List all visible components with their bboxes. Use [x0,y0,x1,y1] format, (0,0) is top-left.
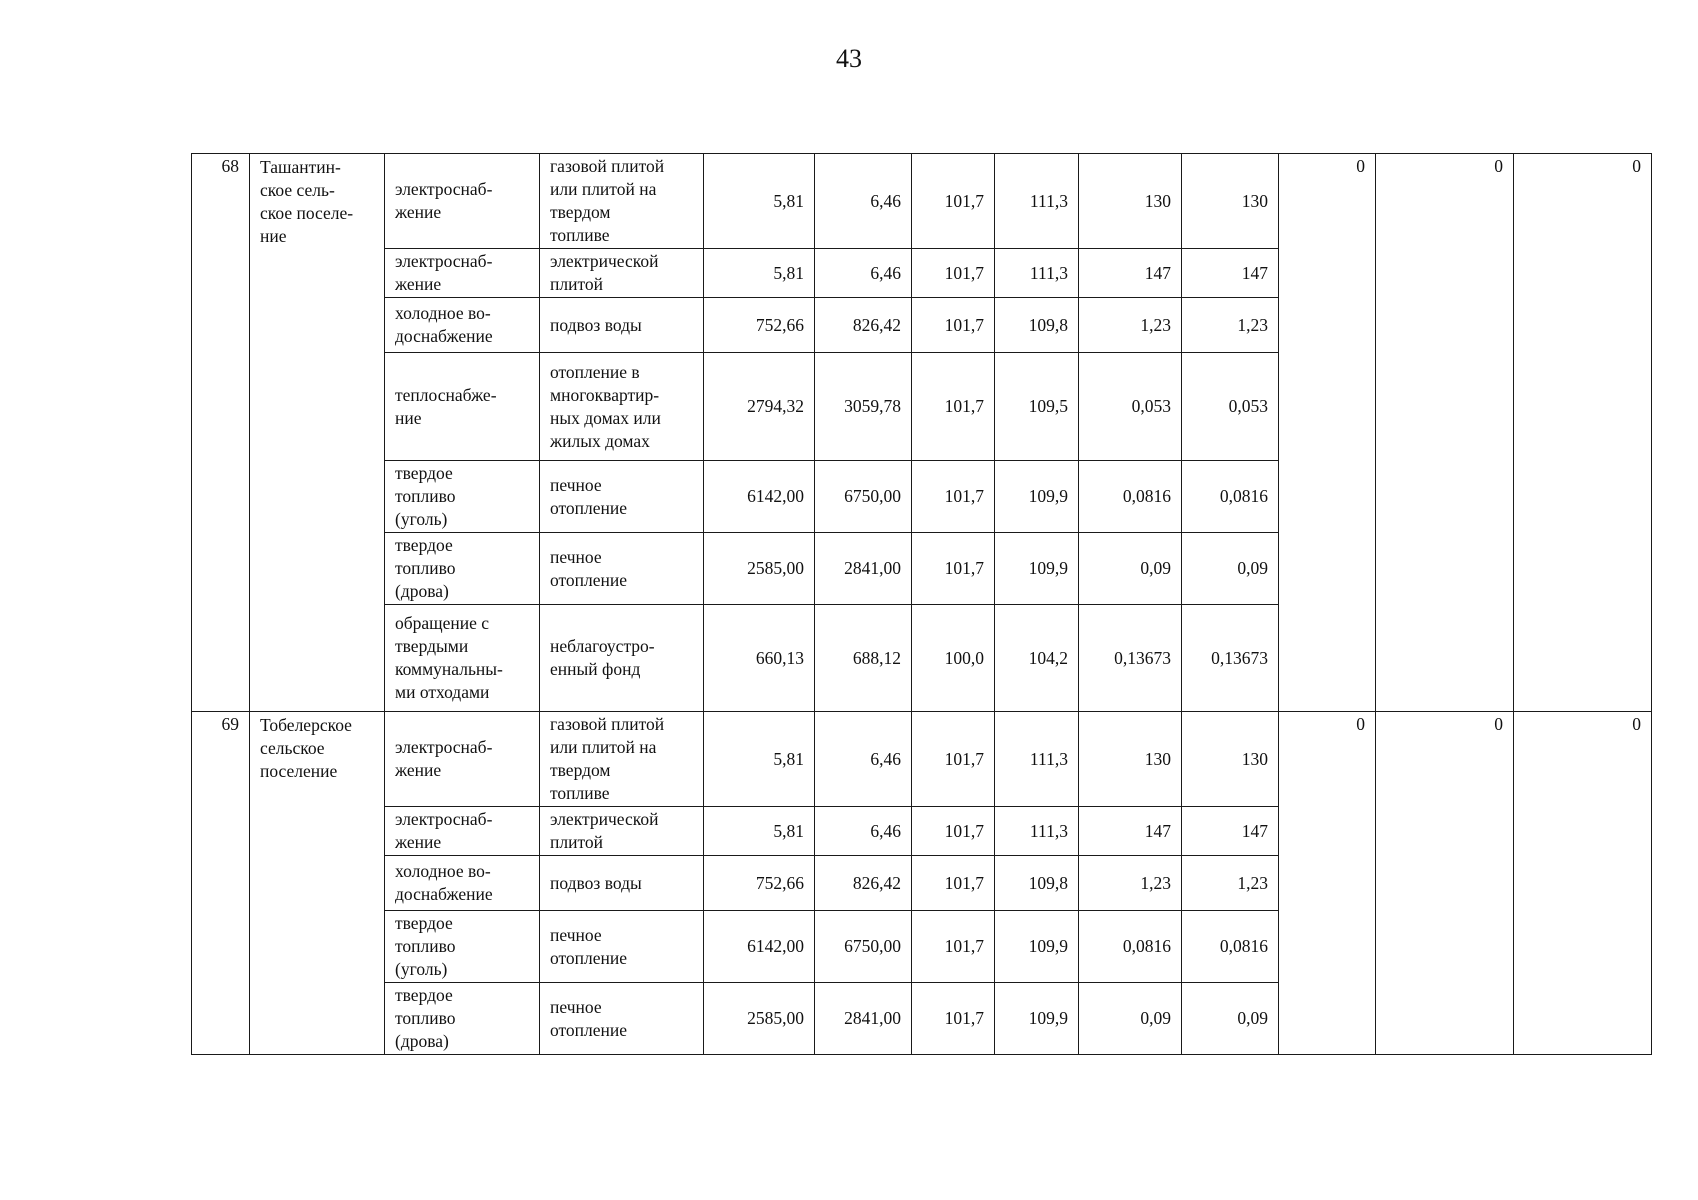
index-2-cell: 109,9 [995,461,1079,533]
index-2-cell: 109,8 [995,298,1079,353]
consumption-type-cell: подвоз воды [540,298,704,353]
tariff-new-cell: 6,46 [815,807,912,856]
norm-1-cell: 0,13673 [1079,605,1182,712]
table-row [192,154,1652,249]
index-2-cell: 104,2 [995,605,1079,712]
index-1-cell: 101,7 [912,249,995,298]
service-cell: теплоснабже- ние [385,353,540,461]
tariff-prev-cell: 752,66 [704,298,815,353]
tariff-new-cell: 826,42 [815,856,912,911]
index-1-cell: 101,7 [912,298,995,353]
service-cell: твердое топливо (уголь) [385,461,540,533]
consumption-type-cell: печное отопление [540,461,704,533]
index-1-cell: 101,7 [912,983,995,1055]
norm-2-cell: 0,0816 [1182,461,1279,533]
norm-1-cell: 0,0816 [1079,461,1182,533]
index-2-cell: 111,3 [995,807,1079,856]
norm-1-cell: 130 [1079,154,1182,249]
consumption-type-cell: электрической плитой [540,249,704,298]
tariff-prev-cell: 6142,00 [704,461,815,533]
norm-1-cell: 147 [1079,807,1182,856]
service-cell: электроснаб- жение [385,807,540,856]
service-cell: электроснаб- жение [385,154,540,249]
index-1-cell: 101,7 [912,533,995,605]
tariff-new-cell: 826,42 [815,298,912,353]
consumption-type-cell: газовой плитой или плитой на твердом топливе [540,154,704,249]
index-2-cell: 109,9 [995,533,1079,605]
settlement-name-cell: Тобелерское сельское поселение [250,712,385,1055]
consumption-type-cell: газовой плитой или плитой на твердом топливе [540,712,704,807]
index-1-cell: 100,0 [912,605,995,712]
norm-1-cell: 1,23 [1079,298,1182,353]
tariff-new-cell: 6,46 [815,154,912,249]
norm-2-cell: 0,09 [1182,983,1279,1055]
index-2-cell: 111,3 [995,154,1079,249]
index-2-cell: 111,3 [995,712,1079,807]
norm-2-cell: 130 [1182,712,1279,807]
tariff-prev-cell: 5,81 [704,712,815,807]
service-cell: электроснаб- жение [385,249,540,298]
index-1-cell: 101,7 [912,807,995,856]
consumption-type-cell: электрической плитой [540,807,704,856]
table-row [192,712,1652,807]
service-cell: холодное во- доснабжение [385,856,540,911]
settlement-name-cell: Ташантин- ское сель- ское поселе- ние [250,154,385,712]
extra-3-cell: 0 [1514,712,1652,1055]
extra-2-cell: 0 [1376,154,1514,712]
norm-2-cell: 1,23 [1182,298,1279,353]
tariff-prev-cell: 2794,32 [704,353,815,461]
extra-3-cell: 0 [1514,154,1652,712]
tariff-prev-cell: 6142,00 [704,911,815,983]
page-number: 43 [836,44,862,73]
service-cell: обращение с твердыми коммунальны- ми отходами [385,605,540,712]
service-cell: твердое топливо (дрова) [385,533,540,605]
index-1-cell: 101,7 [912,856,995,911]
tariff-new-cell: 6750,00 [815,461,912,533]
tariff-new-cell: 6750,00 [815,911,912,983]
tariff-table [191,153,1652,1055]
tariff-prev-cell: 660,13 [704,605,815,712]
tariff-new-cell: 3059,78 [815,353,912,461]
index-1-cell: 101,7 [912,911,995,983]
settlement-index-cell: 68 [192,154,250,712]
index-2-cell: 109,8 [995,856,1079,911]
tariff-prev-cell: 5,81 [704,249,815,298]
service-cell: холодное во- доснабжение [385,298,540,353]
norm-2-cell: 147 [1182,807,1279,856]
extra-1-cell: 0 [1279,154,1376,712]
service-cell: твердое топливо (уголь) [385,911,540,983]
consumption-type-cell: отопление в многоквартир- ных домах или жилых домах [540,353,704,461]
index-2-cell: 109,9 [995,983,1079,1055]
tariff-prev-cell: 2585,00 [704,533,815,605]
index-1-cell: 101,7 [912,461,995,533]
norm-1-cell: 0,0816 [1079,911,1182,983]
norm-2-cell: 0,0816 [1182,911,1279,983]
settlement-index-cell: 69 [192,712,250,1055]
extra-1-cell: 0 [1279,712,1376,1055]
norm-2-cell: 0,053 [1182,353,1279,461]
service-cell: твердое топливо (дрова) [385,983,540,1055]
tariff-new-cell: 2841,00 [815,983,912,1055]
tariff-new-cell: 2841,00 [815,533,912,605]
norm-1-cell: 1,23 [1079,856,1182,911]
consumption-type-cell: подвоз воды [540,856,704,911]
norm-2-cell: 130 [1182,154,1279,249]
index-1-cell: 101,7 [912,353,995,461]
norm-2-cell: 147 [1182,249,1279,298]
consumption-type-cell: печное отопление [540,533,704,605]
service-cell: электроснаб- жение [385,712,540,807]
norm-2-cell: 1,23 [1182,856,1279,911]
norm-1-cell: 130 [1079,712,1182,807]
tariff-new-cell: 688,12 [815,605,912,712]
tariff-prev-cell: 752,66 [704,856,815,911]
tariff-prev-cell: 5,81 [704,154,815,249]
tariff-new-cell: 6,46 [815,249,912,298]
norm-1-cell: 0,09 [1079,533,1182,605]
index-1-cell: 101,7 [912,712,995,807]
index-1-cell: 101,7 [912,154,995,249]
index-2-cell: 111,3 [995,249,1079,298]
norm-1-cell: 147 [1079,249,1182,298]
norm-1-cell: 0,053 [1079,353,1182,461]
tariff-new-cell: 6,46 [815,712,912,807]
index-2-cell: 109,9 [995,911,1079,983]
norm-2-cell: 0,13673 [1182,605,1279,712]
tariff-prev-cell: 5,81 [704,807,815,856]
norm-2-cell: 0,09 [1182,533,1279,605]
consumption-type-cell: печное отопление [540,983,704,1055]
norm-1-cell: 0,09 [1079,983,1182,1055]
tariff-prev-cell: 2585,00 [704,983,815,1055]
consumption-type-cell: неблагоустро- енный фонд [540,605,704,712]
consumption-type-cell: печное отопление [540,911,704,983]
extra-2-cell: 0 [1376,712,1514,1055]
index-2-cell: 109,5 [995,353,1079,461]
